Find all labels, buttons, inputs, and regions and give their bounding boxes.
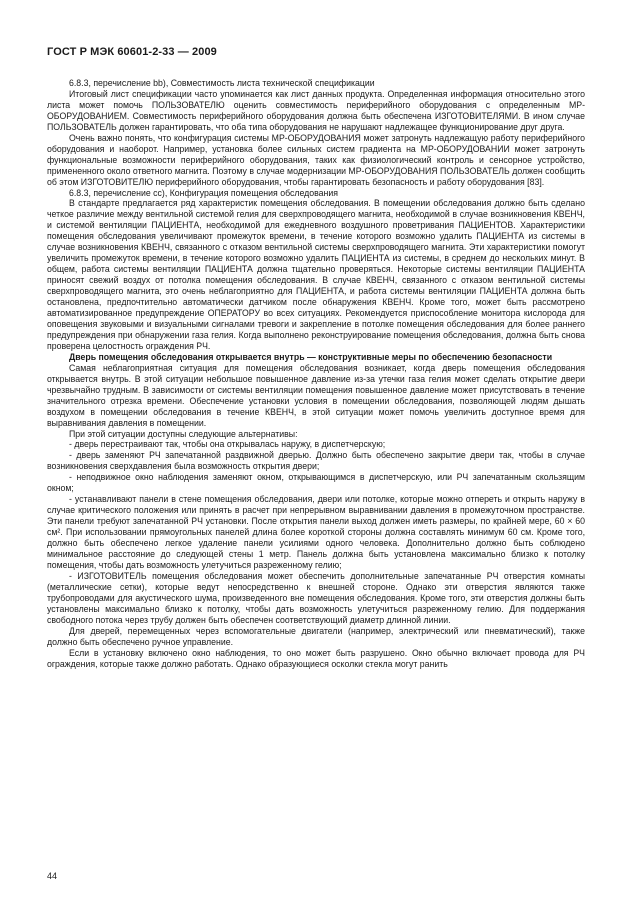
paragraph: Самая неблагоприятная ситуация для помещения обследования возникает, когда дверь помещения обследования открывается внутрь. В этой ситуации небольшое повышенное давление из-за утечки газа гелия может сделать открытие двери чрезвычайно трудным. В зависимости от системы вентиляции помещения повышенное давление может присутствовать в течение значительного отрезка времени. Обеспечение установки условия в помещении обследования, позволяющей людям дышать воздухом в помещении обследования в течение КВЕНЧ, в этой ситуации может помочь увеличить доступное время для выравнивания давления в помещении. <box>47 362 585 428</box>
paragraph: - неподвижное окно наблюдения заменяют окном, открывающимся в диспетчерскую, или РЧ запечатанным скользящим окном; <box>47 472 585 494</box>
paragraph: 6.8.3, перечисление bb), Совместимость листа технической спецификации <box>69 78 375 88</box>
section-heading: Дверь помещения обследования открывается внутрь — конструктивные меры по обеспечению безопасности <box>69 351 553 362</box>
paragraph: При этой ситуации доступны следующие альтернативы: <box>69 428 298 439</box>
paragraph: - дверь перестраивают так, чтобы она открывалась наружу, в диспетчерскую; <box>69 439 386 450</box>
paragraph: Очень важно понять, что конфигурация системы МР-ОБОРУДОВАНИЯ может затронуть надлежащую работу периферийного оборудования и наоборот. Например, установка более сильных систем градиента на МР-ОБОРУДОВАНИИ может затронуть функциональные возможности периферийного оборудования, таких как физиологический контроль и сенсорное устройство, примененного около ответного магнита. Поэтому в случае модернизации МР-ОБОРУДОВАНИЯ ПОЛЬЗОВАТЕЛЬ должен сообщить об этом ИЗГОТОВИТЕЛЮ периферийного оборудования, чтобы гарантировать безопасность и работу оборудования [83]. <box>47 132 585 187</box>
page-number: 44 <box>47 871 58 881</box>
paragraph: Для дверей, перемещенных через вспомогательные двигатели (например, электрический или пневматический), также должно быть обеспечено ручное управление. <box>47 625 585 647</box>
document-header: ГОСТ Р МЭК 60601-2-33 — 2009 <box>47 46 217 58</box>
paragraph: - ИЗГОТОВИТЕЛЬ помещения обследования может обеспечить дополнительные запечатанные РЧ отверстия комнаты (металлические сетки), которые ведут непосредственно к внешней стороне. Однако эти отверстия являются также трубопроводами для акустического шума, произведенного вне помещения обследования. Кроме того, эти отверстия должны быть установлены максимально близко к потолку, чтобы дать возможность улетучиться разреженному гелию. Для поддержания свободного потока через трубу должен быть обеспечен соответствующий диаметр длинной линии. <box>47 570 585 625</box>
document-body <box>47 78 585 669</box>
paragraph: Если в установку включено окно наблюдения, то оно может быть разрушено. Окно обычно включает провода для РЧ ограждения, которые также должно работать. Однако образующиеся осколки стекла могут ранить <box>47 647 585 669</box>
paragraph: - устанавливают панели в стене помещения обследования, двери или потолке, которые можно отпереть и открыть наружу в случае критического положения или принять в расчет при непрерывном выравнивании давления в промежуточном пространстве. Эти панели требуют запечатанной РЧ установки. После открытия панели выход должен иметь размеры, по крайней мере, 60 × 60 см². При использовании прямоугольных панелей длина более короткой стороны должна составлять минимум 60 см. Кроме того, должно быть обеспечено легкое удаление панели усилиями одного человека. Дополнительно должно быть соблюдено минимальное расстояние до следующей стены 1 метр. Панель должна быть установлена максимально близко к потолку помещения, чтобы дать возможность улетучиться разреженному гелию; <box>47 494 585 570</box>
paragraph: Итоговый лист спецификации часто упоминается как лист данных продукта. Определенная информация относительно этого листа может помочь ПОЛЬЗОВАТЕЛЮ оценить совместимость периферийного оборудования с определенным МР-ОБОРУДОВАНИЕМ. Совместимость периферийного оборудования должна быть обеспечена ИЗГОТОВИТЕЛЯМИ. В ином случае ПОЛЬЗОВАТЕЛЬ должен гарантировать, что оба типа оборудования не нарушают надлежащее функционирование друг друга. <box>47 88 585 132</box>
paragraph: - дверь заменяют РЧ запечатанной раздвижной дверью. Должно быть обеспечено закрытие двери так, чтобы в случае возникновения сверхдавления была возможность открытия двери; <box>47 450 585 472</box>
paragraph: 6.8.3, перечисление cc), Конфигурация помещения обследования <box>69 187 338 198</box>
paragraph: В стандарте предлагается ряд характеристик помещения обследования. В помещении обследования должно быть сделано четкое различие между вентильной системой гелия для сверхпроводящего магнита, необходимой в случае возникновения КВЕНЧ, и системой вентиляции ПАЦИЕНТА, необходимой для ежедневного воздушного проветривания ПАЦИЕНТОВ. Характеристики помещения обследования увеличивают промежуток времени, в течение которого возможно удалить ПАЦИЕНТА из системы в случае возникновения КВЕНЧ, связанного с отказом вентильной системы сверхпроводящего магнита. Эти характеристики помогут увеличить промежуток времени, в течение которого возможно удалить ПАЦИЕНТА из системы, в среднем до нескольких минут. В общем, работа системы вентиляции ПАЦИЕНТА должна тщательно проверяться. Некоторые системы вентиляции ПАЦИЕНТА приносят свежий воздух от потолка помещения обследования. В случае КВЕНЧ, связанного с отказом вентильной системы сверхпроводящего магнита, это очень неблагоприятно для ПАЦИЕНТА, и работа системы вентиляции ПАЦИЕНТА должна быть остановлена, предпочтительно автоматически датчиком после обнаружения КВЕНЧ. Кроме того, может быть рассмотрено автоматизированное предупреждение ОПЕРАТОРУ во всех ситуациях. Рекомендуется приспособление монитора кислорода для оповещения звуковыми и визуальными сигналами тревоги и закрепление в потолке помещения обследования для более раннего предупреждения при обнаружении газа гелия. Когда выполнено реконструирование помещения обследования, должна быть снова проверена целостность ограждения РЧ. <box>47 198 585 351</box>
